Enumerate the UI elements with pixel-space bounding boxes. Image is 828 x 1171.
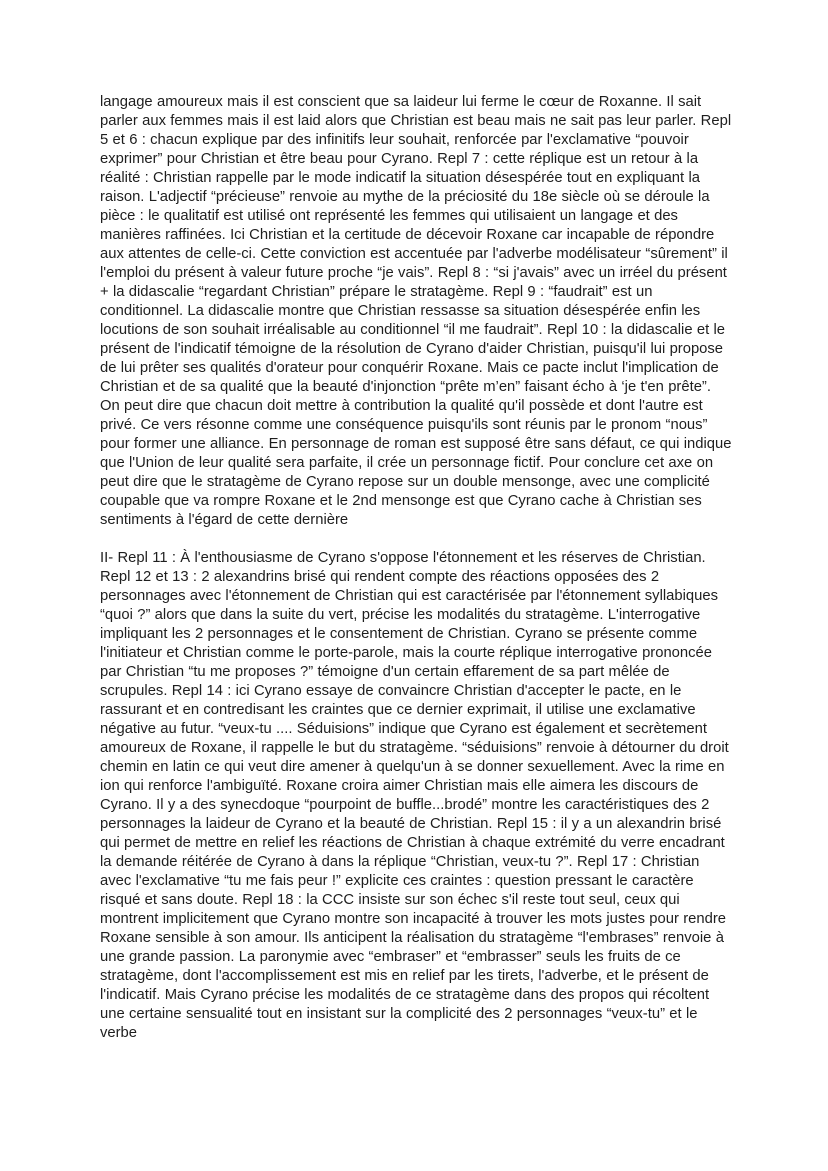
document-text-body[interactable]	[100, 93, 736, 1043]
paragraph-analysis-part1: langage amoureux mais il est conscient que sa laideur lui ferme le cœur de Roxanne. Il sait parler aux femmes mais il est laid alors que Christian est beau mais ne sait pas leur parler. Repl 5 et 6 : chacun explique par des infinitifs leur souhait, renforcée par l'exclamative “pouvoir exprimer” pour Christian et être beau pour Cyrano. Repl 7 : cette réplique est un retour à la réalité : Christian rappelle par le mode indicatif la situation désespérée tout en expliquant la raison. L'adjectif “précieuse” renvoie au mythe de la préciosité du 18e siècle où se déroule la pièce : le qualitatif est utilisé ont représenté les femmes qui utilisaient un langage et des manières raffinées. Ici Christian et la certitude de décevoir Roxane car incapable de répondre aux attentes de celle-ci. Cette conviction est accentuée par l'adverbe modélisateur “sûrement” il l'emploi du présent à valeur future proche “je vais”. Repl 8 : “si j'avais” avec un irréel du présent + la didascalie “regardant Christian” prépare le stratagème. Repl 9 : “faudrait” est un conditionnel. La didascalie montre que Christian ressasse sa situation désespérée enfin les locutions de son souhait irréalisable au conditionnel “il me faudrait”. Repl 10 : la didascalie et le présent de l'indicatif témoigne de la résolution de Cyrano d'aider Christian, puisqu'il lui propose de lui prêter ses qualités d'orateur pour conquérir Roxane. Mais ce pacte inclut l'implication de Christian et de sa qualité que la beauté d'injonction “prête m’en” faisant écho à ‘je t'en prête”. On peut dire que chacun doit mettre à contribution la qualité qu'il possède et dont l'autre est privé. Ce vers résonne comme une conséquence puisqu'ils sont réunis par le pronom “nous” pour former une alliance. En personnage de roman est supposé être sans défaut, ce qui indique que l'Union de leur qualité sera parfaite, il crée un personnage fictif. Pour conclure cet axe on peut dire que le stratagème de Cyrano repose sur un double mensonge, avec une complicité coupable que va rompre Roxane et le 2nd mensonge est que Cyrano cache à Christian ses sentiments à l'égard de cette dernière	[100, 94, 736, 528]
paragraph-analysis-part2: II- Repl 11 : À l'enthousiasme de Cyrano s'oppose l'étonnement et les réserves de Christian. Repl 12 et 13 : 2 alexandrins brisé qui rendent compte des réactions opposées des 2 personnages avec l'étonnement de Christian qui est caractérisée par l'étonnement syllabiques “quoi ?” alors que dans la suite du vert, précise les modalités du stratagème. L'interrogative impliquant les 2 personnages et le consentement de Christian. Cyrano se présente comme l'initiateur et Christian comme le porte-parole, mais la courte réplique interrogative prononcée par Christian “tu me proposes ?” témoigne d'un certain effarement de sa part mêlée de scrupules. Repl 14 : ici Cyrano essaye de convaincre Christian d'accepter le pacte, en le rassurant et en contredisant les craintes que ce dernier exprimait, il utilise une exclamative négative au futur. “veux-tu .... Séduisions” indique que Cyrano est également et secrètement amoureux de Roxane, il rappelle le but du stratagème. “séduisions” renvoie à détourner du droit chemin en latin ce qui veut dire amener à quelqu'un à se donner sexuellement. Avec la rime en ion qui renforce l'ambiguïté. Roxane croira aimer Christian mais elle aimera les discours de Cyrano. Il y a des synecdoque “pourpoint de buffle...brodé” montre les caractéristiques des 2 personnages la laideur de Cyrano et la beauté de Christian. Repl 15 : il y a un alexandrin brisé qui permet de mettre en relief les réactions de Christian à chaque extrémité du verre encadrant la demande réitérée de Cyrano à dans la réplique “Christian, veux-tu ?”. Repl 17 : Christian avec l'exclamative “tu me fais peur !” explicite ces craintes : question pressant le caractère risqué et sans doute. Repl 18 : la CCC insiste sur son échec s'il reste tout seul, ceux qui montrent implicitement que Cyrano montre son incapacité à trouver les mots justes pour rendre Roxane sensible à son amour. Ils anticipent la réalisation du stratagème “l'embrases” renvoie à une grande passion. La paronymie avec “embraser” et “embrasser” seuls les fruits de ce stratagème, dont l'accomplissement est mis en relief par les tirets, l'adverbe, et le présent de l'indicatif. Mais Cyrano précise les modalités de ce stratagème dans des propos qui récoltent une certaine sensualité tout en insistant sur la complicité des 2 personnages “veux-tu” et le verbe	[100, 550, 734, 1041]
